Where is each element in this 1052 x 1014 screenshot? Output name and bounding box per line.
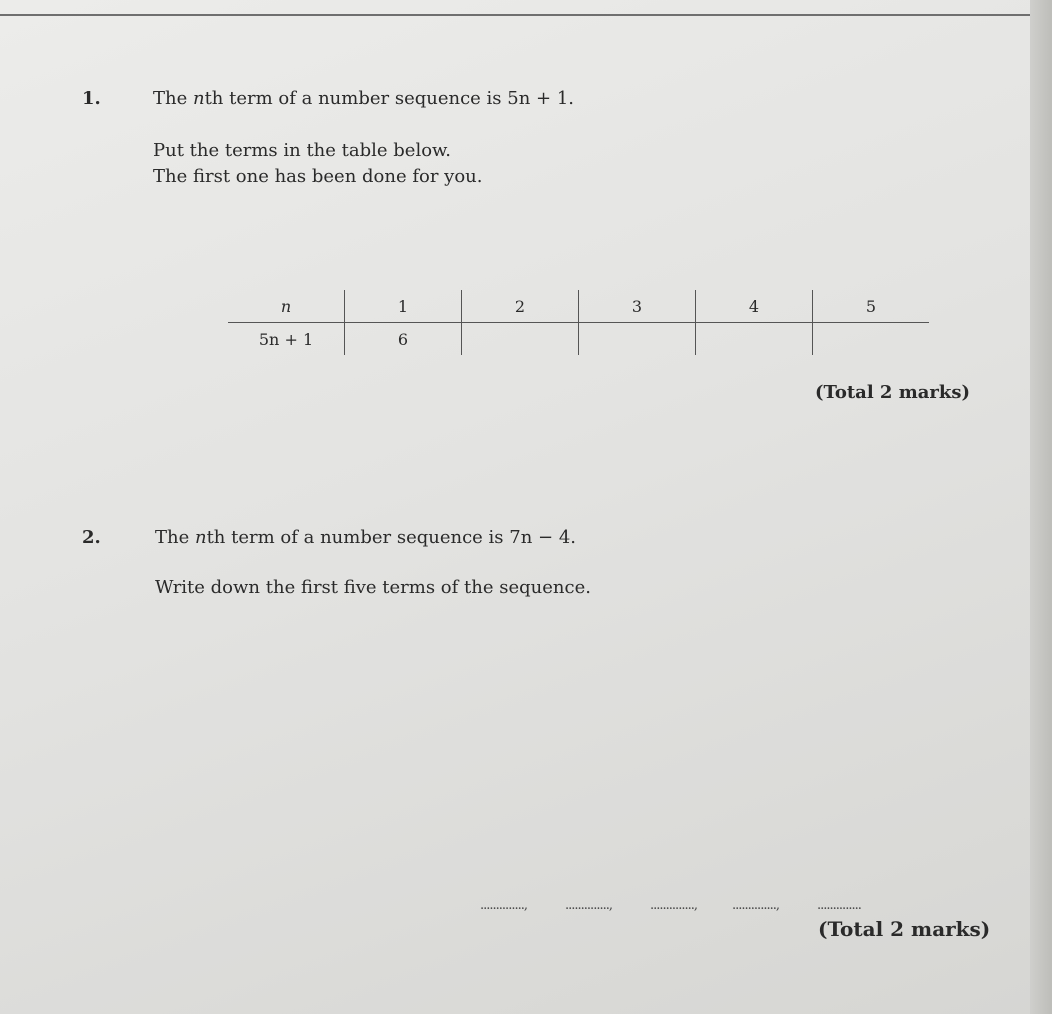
n-cell: 5 bbox=[813, 290, 930, 323]
table-row-terms bbox=[228, 323, 929, 356]
table-row-n bbox=[228, 290, 929, 323]
term-cell[interactable] bbox=[462, 323, 579, 356]
n-cell: 3 bbox=[579, 290, 696, 323]
answer-blank-3[interactable]: .............., bbox=[650, 898, 697, 913]
stem-n: n bbox=[194, 527, 207, 548]
question-1-number: 1. bbox=[82, 88, 101, 109]
term-cell[interactable] bbox=[579, 323, 696, 356]
question-1-instruction: Put the terms in the table below. bbox=[153, 140, 452, 161]
n-cell: 2 bbox=[462, 290, 579, 323]
answer-blank-2[interactable]: .............., bbox=[565, 898, 612, 913]
sequence-table bbox=[228, 290, 929, 355]
question-1-note: The first one has been done for you. bbox=[153, 166, 483, 187]
question-1-stem bbox=[153, 88, 574, 109]
row-label-n bbox=[228, 290, 345, 323]
row-label-terms: 5n + 1 bbox=[258, 329, 314, 349]
term-cell: 6 bbox=[345, 323, 462, 356]
expression: 5n + 1. bbox=[507, 88, 575, 109]
question-2-marks: (Total 2 marks) bbox=[818, 917, 991, 941]
expression: 7n − 4. bbox=[509, 527, 577, 548]
stem-text: th term of a number sequence is bbox=[204, 88, 508, 109]
stem-text: th term of a number sequence is bbox=[206, 527, 510, 548]
label: n bbox=[280, 296, 292, 316]
answer-blank-5[interactable]: .............. bbox=[817, 898, 861, 913]
stem-text: The bbox=[155, 527, 195, 548]
question-2-instruction: Write down the first five terms of the sequence. bbox=[155, 577, 591, 598]
question-1-marks: (Total 2 marks) bbox=[815, 382, 971, 403]
stem-n: n bbox=[192, 88, 205, 109]
term-cell[interactable] bbox=[813, 323, 930, 356]
term-cell[interactable] bbox=[696, 323, 813, 356]
answer-blank-1[interactable]: .............., bbox=[480, 898, 527, 913]
n-cell: 4 bbox=[696, 290, 813, 323]
answer-blank-4[interactable]: .............., bbox=[732, 898, 779, 913]
n-cell: 1 bbox=[345, 290, 462, 323]
question-2-stem bbox=[155, 527, 576, 548]
stem-text: The bbox=[153, 88, 193, 109]
page-top-rule bbox=[0, 14, 1030, 16]
question-2-number: 2. bbox=[82, 527, 101, 548]
page-edge bbox=[1030, 0, 1052, 1014]
